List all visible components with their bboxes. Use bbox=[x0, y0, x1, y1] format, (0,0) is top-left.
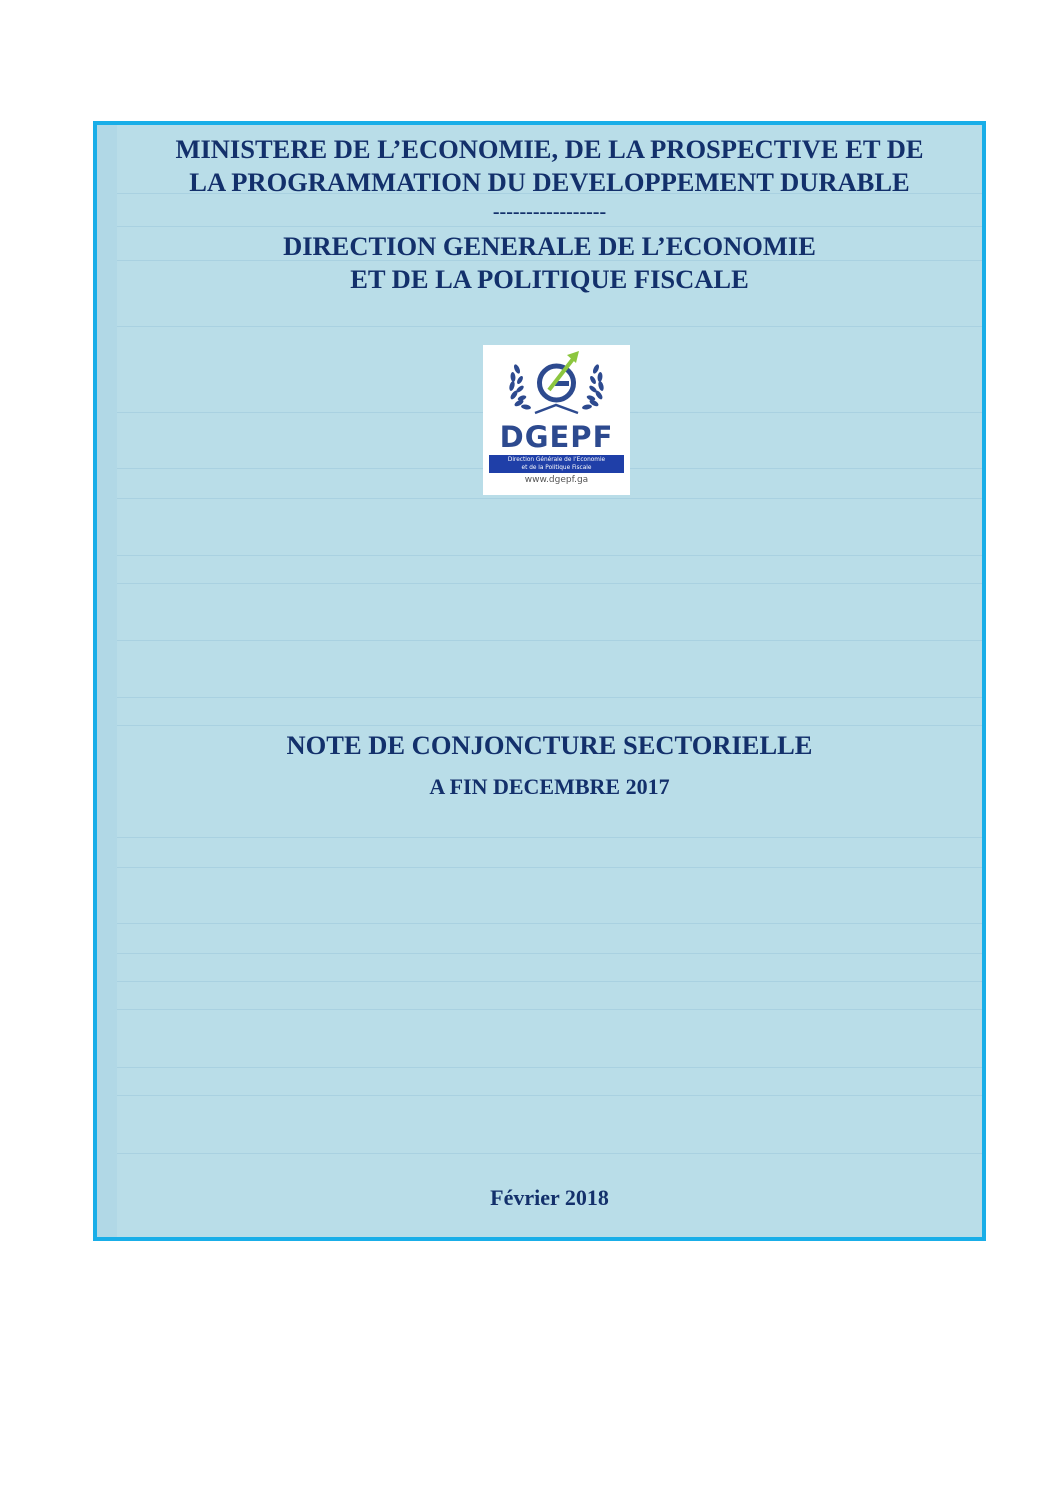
logo-banner-line-1: Direction Générale de l’Economie bbox=[507, 457, 606, 463]
ministry-heading bbox=[117, 133, 982, 199]
left-margin-strip bbox=[97, 125, 117, 1237]
direction-heading bbox=[117, 230, 982, 296]
ministry-line-2: LA PROGRAMMATION DU DEVELOPPEMENT DURABLE bbox=[189, 167, 910, 197]
document-subtitle: A FIN DECEMBRE 2017 bbox=[429, 774, 670, 799]
direction-line-2: ET DE LA POLITIQUE FISCALE bbox=[350, 264, 749, 294]
ministry-line-1: MINISTERE DE L’ECONOMIE, DE LA PROSPECTIVE ET DE bbox=[175, 134, 924, 164]
document-date: Février 2018 bbox=[490, 1185, 609, 1210]
logo-acronym: DGEPF bbox=[499, 420, 614, 454]
header-separator: ----------------- bbox=[492, 201, 607, 223]
dgepf-logo bbox=[483, 345, 630, 495]
logo-banner-line-2: et de la Politique Fiscale bbox=[521, 465, 592, 471]
cover-frame bbox=[93, 121, 986, 1241]
logo-url: www.dgepf.ga bbox=[524, 475, 589, 485]
direction-line-1: DIRECTION GENERALE DE L’ECONOMIE bbox=[283, 231, 816, 261]
document-title: NOTE DE CONJONCTURE SECTORIELLE bbox=[286, 730, 813, 760]
laurel-emblem-icon bbox=[483, 345, 630, 425]
logo-banner bbox=[489, 455, 624, 473]
